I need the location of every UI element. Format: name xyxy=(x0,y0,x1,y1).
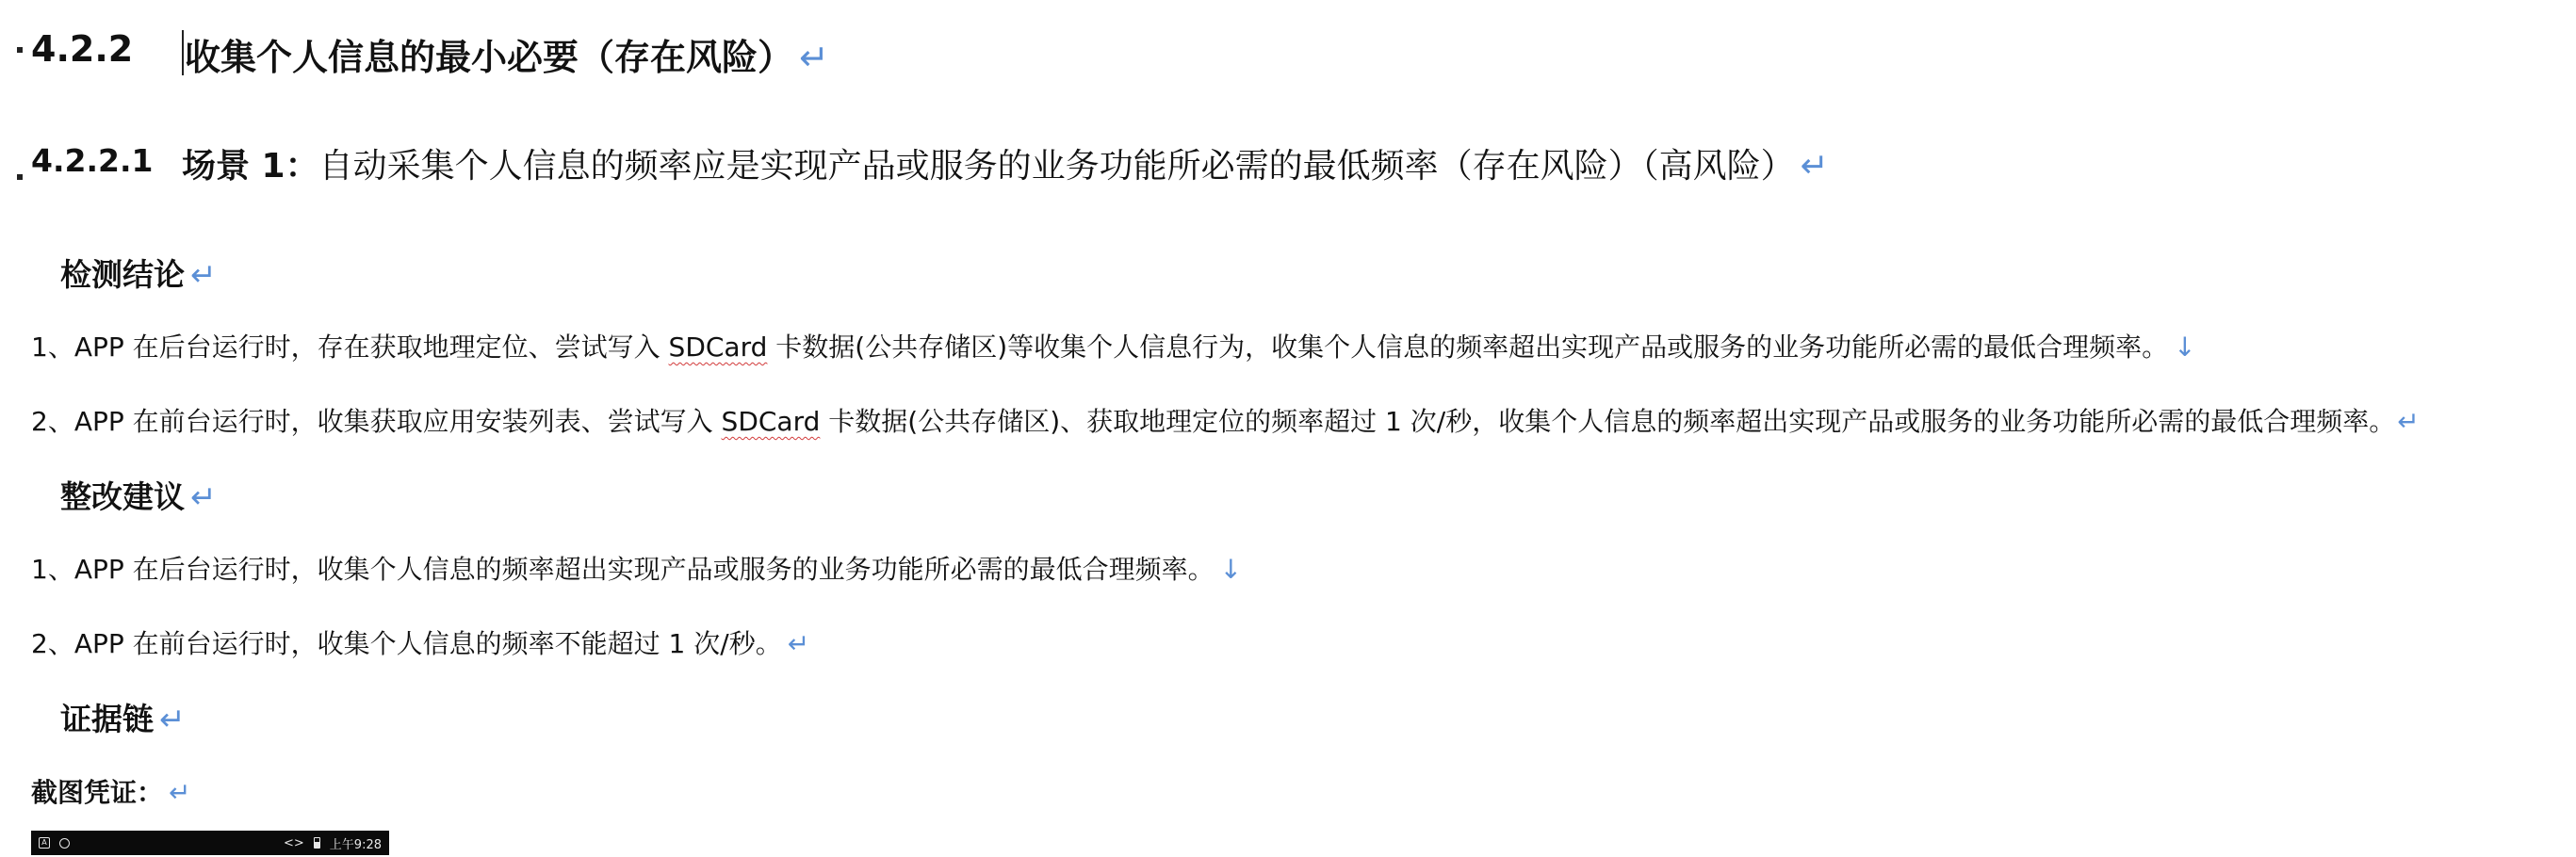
scene-label: 场景 1： xyxy=(182,147,319,186)
paragraph-mark-icon: ↵ xyxy=(169,777,191,808)
paragraph-mark-icon: ↵ xyxy=(787,628,810,659)
code-icon: <> xyxy=(284,835,304,850)
suggestion-heading[interactable]: 整改建议 ↵ xyxy=(60,478,217,515)
scene-number: 4.2.2.1 xyxy=(31,142,154,179)
text-cursor xyxy=(182,30,184,75)
evidence-heading[interactable]: 证据链 ↵ xyxy=(60,701,186,737)
scene-bullet xyxy=(17,174,23,180)
line-break-mark-icon: ↓ xyxy=(2174,331,2196,363)
paragraph-mark-icon: ↵ xyxy=(159,701,186,737)
spellcheck-flagged-word[interactable]: SDCard xyxy=(721,406,821,437)
scene-title-line[interactable] xyxy=(182,139,1829,187)
paragraph-mark-icon: ↵ xyxy=(1800,147,1829,186)
notification-icon: A xyxy=(39,837,50,849)
section-title[interactable]: 收集个人信息的最小必要（存在风险） ↵ xyxy=(185,37,829,78)
statusbar-time: 上午9:28 xyxy=(329,837,382,852)
heading-bullet xyxy=(17,47,23,53)
paragraph-mark-icon: ↵ xyxy=(799,37,829,78)
paragraph-mark-icon: ↵ xyxy=(190,256,217,293)
line-break-mark-icon: ↓ xyxy=(1219,554,1243,585)
paragraph-mark-icon: ↵ xyxy=(2397,406,2420,437)
battery-icon xyxy=(314,837,320,849)
suggestion-item-2[interactable]: 2、APP 在前台运行时，收集个人信息的频率不能超过 1 次/秒。 ↵ xyxy=(31,628,810,659)
embedded-screenshot-statusbar[interactable] xyxy=(31,831,389,855)
conclusion-heading[interactable]: 检测结论 ↵ xyxy=(60,256,217,293)
info-icon xyxy=(59,838,70,849)
screenshot-label[interactable]: 截图凭证： ↵ xyxy=(31,777,191,808)
spellcheck-flagged-word[interactable]: SDCard xyxy=(668,331,768,363)
suggestion-item-1[interactable]: 1、APP 在后台运行时，收集个人信息的频率超出实现产品或服务的业务功能所必需的最低合理频率。 ↓ xyxy=(31,554,1243,585)
paragraph-mark-icon: ↵ xyxy=(190,478,217,515)
conclusion-item-2[interactable]: 2、APP 在前台运行时，收集获取应用安装列表、尝试写入 SDCard 卡数据(公共存储区)、获取地理定位的频率超过 1 次/秒，收集个人信息的频率超出实现产品或服务的业务功能所必需的最低合理频率。↵ xyxy=(31,406,2420,437)
scene-title: 自动采集个人信息的频率应是实现产品或服务的业务功能所必需的最低频率（存在风险）（高风险） xyxy=(318,147,1795,186)
section-number: 4.2.2 xyxy=(31,28,134,70)
conclusion-item-1[interactable]: 1、APP 在后台运行时，存在获取地理定位、尝试写入 SDCard 卡数据(公共存储区)等收集个人信息行为，收集个人信息的频率超出实现产品或服务的业务功能所必需的最低合理频率。 ↓ xyxy=(31,331,2196,363)
